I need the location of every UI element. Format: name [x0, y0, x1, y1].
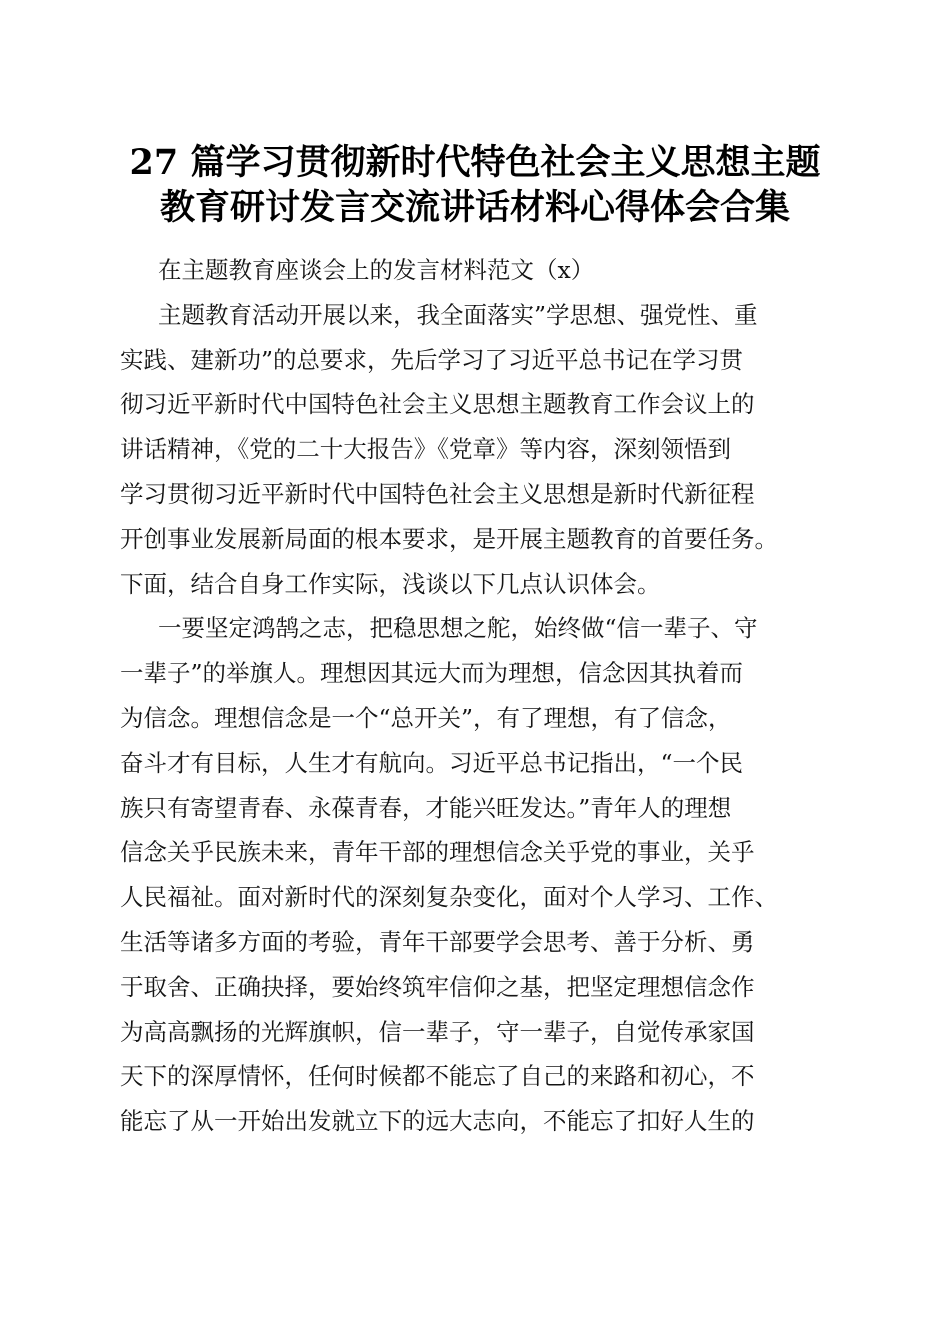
- paragraph-line: 开创事业发展新局面的根本要求，是开展主题教育的首要任务。: [120, 524, 778, 553]
- paragraph-2: [120, 606, 840, 1144]
- paragraph-line: 一要坚定鸿鹄之志，把稳思想之舵，始终做“信一辈子、守: [158, 614, 758, 643]
- paragraph-line: 实践、建新功”的总要求，先后学习了习近平总书记在学习贯: [120, 345, 744, 374]
- paragraph-line: 一辈子”的举旗人。理想因其远大而为理想，信念因其执着而: [120, 659, 744, 688]
- paragraph-line: 下面，结合自身工作实际，浅谈以下几点认识体会。: [120, 569, 661, 598]
- paragraph-line: 奋斗才有目标，人生才有航向。习近平总书记指出，“一个民: [120, 748, 744, 777]
- paragraph-1: [120, 293, 840, 607]
- paragraph-line: 为高高飘扬的光辉旗帜，信一辈子，守一辈子，自觉传承家国: [120, 1017, 755, 1046]
- paragraph-line: 族只有寄望青春、永葆青春，才能兴旺发达。”青年人的理想: [120, 793, 732, 822]
- paragraph-line: 主题教育活动开展以来，我全面落实”学思想、强党性、重: [158, 300, 758, 329]
- document-title: [100, 140, 850, 230]
- paragraph-line: 于取舍、正确抉择，要始终筑牢信仰之基，把坚定理想信念作: [120, 972, 755, 1001]
- title-line-2: 教育研讨发言交流讲话材料心得体会合集: [159, 187, 790, 228]
- paragraph-line: 为信念。理想信念是一个“总开关”，有了理想，有了信念，: [120, 703, 732, 732]
- section-subtitle: 在主题教育座谈会上的发言材料范文（x）: [158, 256, 595, 284]
- paragraph-line: 天下的深厚情怀，任何时候都不能忘了自己的来路和初心，不: [120, 1062, 755, 1091]
- paragraph-line: 学习贯彻习近平新时代中国特色社会主义思想是新时代新征程: [120, 479, 755, 508]
- paragraph-line: 讲话精神，《党的二十大报告》《党章》等内容，深刻领悟到: [120, 435, 731, 464]
- paragraph-line: 能忘了从一开始出发就立下的远大志向，不能忘了扣好人生的: [120, 1107, 755, 1136]
- paragraph-line: 信念关乎民族未来，青年干部的理想信念关乎党的事业，关乎: [120, 838, 755, 867]
- paragraph-line: 彻习近平新时代中国特色社会主义思想主题教育工作会议上的: [120, 390, 755, 419]
- paragraph-line: 生活等诸多方面的考验，青年干部要学会思考、善于分析、勇: [120, 927, 755, 956]
- paragraph-line: 人民福祉。面对新时代的深刻复杂变化，面对个人学习、工作、: [120, 883, 778, 912]
- title-line-1: 27 篇学习贯彻新时代特色社会主义思想主题: [129, 142, 821, 183]
- document-body: [120, 248, 840, 1144]
